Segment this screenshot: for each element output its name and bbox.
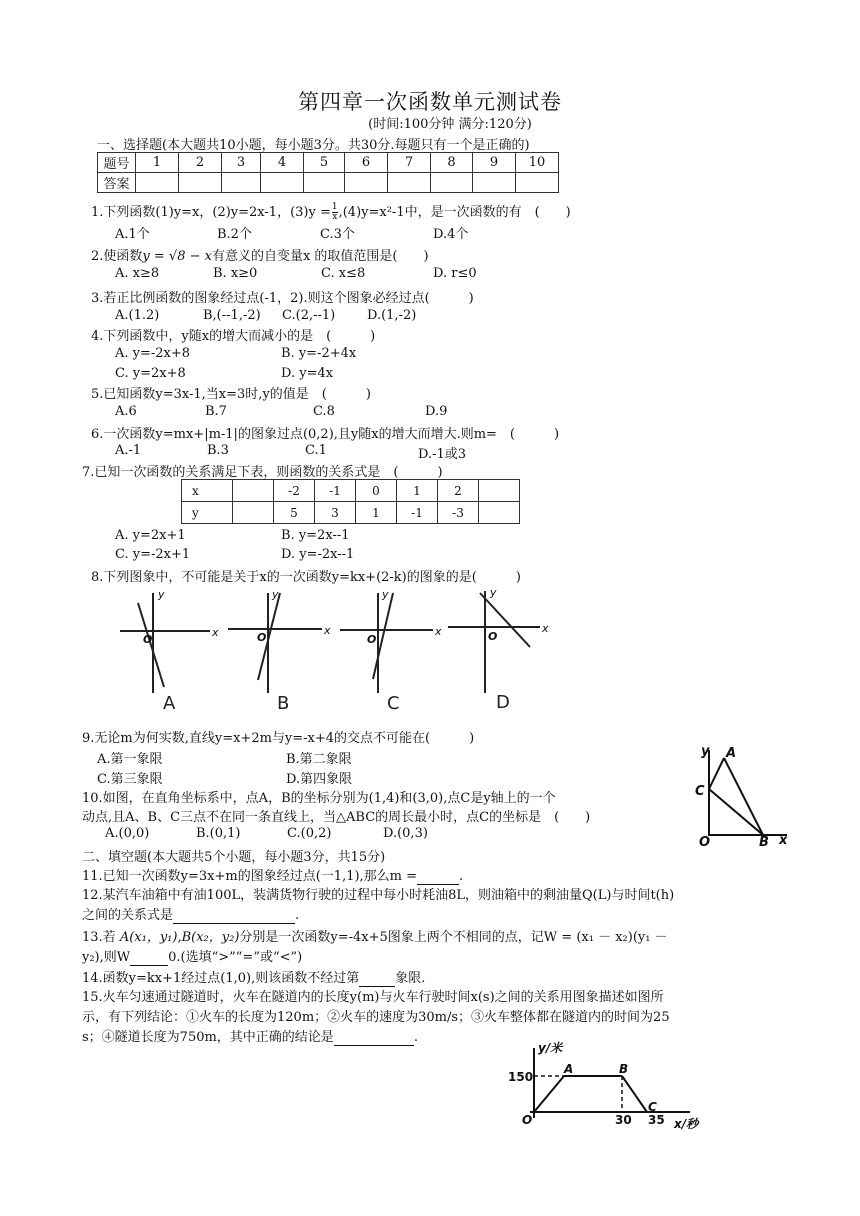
table-cell bbox=[479, 502, 520, 524]
question-text: 之间的关系式是 bbox=[82, 908, 174, 923]
table-cell: 1 bbox=[136, 153, 179, 173]
table-cell: -1 bbox=[315, 480, 356, 502]
q4-option-d[interactable]: D. y=4x bbox=[281, 366, 334, 381]
table-cell bbox=[479, 480, 520, 502]
axis-label-x: x bbox=[324, 624, 331, 637]
question-text: 分别是一次函数y=-4x+5图象上两个不相同的点，记W = (x₁ － x₂)(y₁ － bbox=[239, 930, 668, 945]
page-title: 第四章一次函数单元测试卷 bbox=[298, 90, 562, 114]
label-a: A bbox=[726, 746, 737, 761]
q5-option-a[interactable]: A.6 bbox=[115, 404, 137, 419]
xy-value-table bbox=[181, 479, 520, 524]
question-10-line-2: 动点,且A、B、C三点不在同一条直线上，当△ABC的周长最小时，点C的坐标是 ( ) bbox=[82, 810, 591, 825]
table-cell: 7 bbox=[388, 153, 431, 173]
q6-option-a[interactable]: A.-1 bbox=[115, 443, 142, 458]
table-cell: 4 bbox=[261, 153, 304, 173]
question-text: 象限. bbox=[395, 971, 426, 986]
question-15-line-1: 15.火车匀速通过隧道时，火车在隧道内的长度y(m)与火车行驶时间x(s)之间的关系用图象描述如图所 bbox=[82, 990, 664, 1005]
q9-option-a[interactable]: A.第一象限 bbox=[97, 752, 163, 767]
question-text: 0.(选填“>”“=”或“<”) bbox=[168, 950, 303, 965]
y-label: y bbox=[182, 502, 233, 524]
answer-cell[interactable] bbox=[261, 173, 304, 193]
answer-cell[interactable] bbox=[431, 173, 473, 193]
origin-label: O bbox=[367, 633, 377, 646]
axis-label-y: y bbox=[158, 588, 165, 601]
y-row bbox=[182, 502, 520, 524]
point-label-a: A bbox=[564, 1062, 574, 1076]
label-b: B bbox=[759, 835, 769, 848]
question-13-line-1 bbox=[82, 926, 668, 945]
graph-a[interactable] bbox=[120, 593, 210, 693]
q9-option-d[interactable]: D.第四象限 bbox=[286, 772, 353, 787]
point-label-b: B bbox=[619, 1062, 629, 1076]
q2-option-d[interactable]: D. r≤0 bbox=[433, 266, 477, 281]
table-head-number: 题号 bbox=[98, 153, 136, 173]
table-head-answer: 答案 bbox=[98, 173, 136, 193]
q10-option-b[interactable]: B.(0,1) bbox=[196, 826, 241, 841]
question-2 bbox=[91, 245, 429, 264]
question-11: 11.已知一次函数y=3x+m的图象经过点(一1,1),那么m = . bbox=[82, 869, 464, 884]
segment-cb bbox=[709, 789, 763, 835]
answer-cell[interactable] bbox=[516, 173, 559, 193]
q6-option-c[interactable]: C.1 bbox=[305, 443, 327, 458]
section-2-heading: 二、填空题(本大题共5个小题，每小题3分，共15分) bbox=[82, 850, 386, 865]
q10-option-d[interactable]: D.(0,3) bbox=[383, 826, 428, 841]
point-label-c: C bbox=[648, 1100, 657, 1114]
q7-option-b[interactable]: B. y=2x--1 bbox=[281, 528, 350, 543]
question-12-line-1: 12.某汽车油箱中有油100L，装满货物行驶的过程中每小时耗油8L，则油箱中的剩油量Q(L)与时间t(h) bbox=[82, 888, 675, 903]
q2-option-c[interactable]: C. x≤8 bbox=[321, 266, 366, 281]
graph-b[interactable] bbox=[228, 593, 322, 693]
table-cell: -3 bbox=[438, 502, 479, 524]
question-7: 7.已知一次函数的关系满足下表，则函数的关系式是 ( ) bbox=[82, 465, 443, 480]
question-text: 有意义的自变量x 的取值范围是( ) bbox=[211, 249, 429, 264]
q2-option-a[interactable]: A. x≥8 bbox=[115, 266, 160, 281]
graph-label-a: A bbox=[163, 693, 176, 714]
point-b: ,B(x₂，y₂) bbox=[177, 930, 240, 945]
segment-ac bbox=[709, 758, 724, 789]
answer-cell[interactable] bbox=[304, 173, 345, 193]
table-cell: 3 bbox=[222, 153, 261, 173]
q3-option-a[interactable]: A.(1.2) bbox=[115, 308, 160, 323]
question-9: 9.无论m为何实数,直线y=x+2m与y=-x+4的交点不可能在( ) bbox=[82, 731, 475, 746]
tick-label-30: 30 bbox=[615, 1113, 632, 1127]
question-14 bbox=[82, 967, 425, 987]
question-text: 1.下列函数(1)y=x，(2)y=2x-1，(3)y = bbox=[91, 205, 331, 220]
question-text: ,(4)y=x²-1中，是一次函数的有 ( ) bbox=[338, 205, 571, 220]
question-13-line-2 bbox=[82, 946, 302, 966]
q3-option-d[interactable]: D.(1,-2) bbox=[367, 308, 417, 323]
tick-label-35: 35 bbox=[648, 1113, 665, 1127]
graph-label-c: C bbox=[387, 693, 400, 714]
answer-table-answer-row bbox=[98, 173, 559, 193]
table-cell: 6 bbox=[345, 153, 388, 173]
question-text: 13.若 bbox=[82, 930, 116, 945]
q5-option-c[interactable]: C.8 bbox=[313, 404, 335, 419]
answer-cell[interactable] bbox=[136, 173, 179, 193]
question-text: 14.函数y=kx+1经过点(1,0),则该函数不经过第 bbox=[82, 971, 360, 986]
table-cell: 5 bbox=[274, 502, 315, 524]
question-12-line-2: 之间的关系式是 . bbox=[82, 908, 300, 923]
q9-option-c[interactable]: C.第三象限 bbox=[97, 772, 163, 787]
axis-label-y: y bbox=[382, 588, 389, 601]
question-text: 11.已知一次函数y=3x+m的图象经过点(一1,1),那么m = bbox=[82, 869, 418, 884]
origin-label: O bbox=[522, 1113, 533, 1127]
axis-label-y: y/米 bbox=[538, 1041, 563, 1055]
answer-cell[interactable] bbox=[179, 173, 222, 193]
q4-option-a[interactable]: A. y=-2x+8 bbox=[115, 346, 191, 361]
q3-option-c[interactable]: C.(2,--1) bbox=[282, 308, 336, 323]
table-cell: 9 bbox=[473, 153, 516, 173]
answer-blank[interactable] bbox=[334, 1030, 414, 1046]
table-cell: 2 bbox=[179, 153, 222, 173]
answer-cell[interactable] bbox=[222, 173, 261, 193]
fraction bbox=[332, 203, 338, 222]
question-text: y₂),则W bbox=[82, 950, 131, 965]
origin-label: O bbox=[257, 631, 267, 644]
q4-option-c[interactable]: C. y=2x+8 bbox=[115, 366, 186, 381]
q7-option-d[interactable]: D. y=-2x--1 bbox=[281, 547, 355, 562]
q4-option-b[interactable]: B. y=-2+4x bbox=[281, 346, 357, 361]
origin-label: O bbox=[488, 630, 498, 643]
q1-option-a[interactable]: A.1个 bbox=[115, 227, 150, 242]
table-cell: 10 bbox=[516, 153, 559, 173]
question-8: 8.下列图象中，不可能是关于x的一次函数y=kx+(2-k)的图象的是( ) bbox=[91, 570, 521, 585]
q2-option-b[interactable]: B. x≥0 bbox=[213, 266, 258, 281]
section-1-heading: 一、选择题(本大题共10小题，每小题3分。共30分.每题只有一个是正确的) bbox=[97, 138, 530, 153]
answer-blank[interactable] bbox=[417, 869, 459, 885]
q7-option-a[interactable]: A. y=2x+1 bbox=[115, 528, 186, 543]
table-cell: -1 bbox=[397, 502, 438, 524]
answer-blank[interactable] bbox=[359, 971, 395, 987]
axis-label-x: x bbox=[212, 626, 219, 639]
axis-label-y: y bbox=[272, 588, 279, 601]
formula: y = √8 − x bbox=[142, 249, 212, 264]
q5-option-d[interactable]: D.9 bbox=[425, 404, 448, 419]
label-y: y bbox=[701, 744, 710, 759]
q8-graphs bbox=[110, 585, 560, 715]
q1-option-b[interactable]: B.2个 bbox=[217, 227, 252, 242]
q5-option-b[interactable]: B.7 bbox=[205, 404, 227, 419]
question-1 bbox=[91, 201, 571, 222]
answer-table bbox=[97, 152, 559, 193]
fraction-denominator: x bbox=[332, 212, 338, 222]
question-10-line-1: 10.如图，在直角坐标系中，点A，B的坐标分别为(1,4)和(3,0),点C是y轴上的一个 bbox=[82, 791, 556, 806]
table-cell: 1 bbox=[356, 502, 397, 524]
question-15-line-3: s；④隧道长度为750m，其中正确的结论是 . bbox=[82, 1030, 418, 1045]
answer-cell[interactable] bbox=[345, 173, 388, 193]
table-cell bbox=[233, 480, 274, 502]
tick-label-150: 150 bbox=[508, 1070, 534, 1084]
q1-option-c[interactable]: C.3个 bbox=[320, 227, 355, 242]
axis-label-x: x/秒 bbox=[674, 1117, 699, 1131]
answer-table-number-row bbox=[98, 153, 559, 173]
q10-option-c[interactable]: C.(0,2) bbox=[287, 826, 332, 841]
question-5: 5.已知函数y=3x-1,当x=3时,y的值是 ( ) bbox=[91, 387, 371, 402]
answer-cell[interactable] bbox=[473, 173, 516, 193]
q7-option-c[interactable]: C. y=-2x+1 bbox=[115, 547, 191, 562]
x-row bbox=[182, 480, 520, 502]
question-4: 4.下列函数中，y随x的增大而减小的是 ( ) bbox=[91, 329, 376, 344]
q1-option-d[interactable]: D.4个 bbox=[433, 227, 469, 242]
question-text: s；④隧道长度为750m，其中正确的结论是 bbox=[82, 1030, 334, 1045]
answer-blank[interactable] bbox=[173, 908, 295, 924]
answer-blank[interactable] bbox=[130, 950, 168, 966]
label-c: C bbox=[695, 784, 705, 799]
table-cell: 1 bbox=[397, 480, 438, 502]
label-o: O bbox=[699, 835, 711, 848]
q3-option-b[interactable]: B,(--1,-2) bbox=[203, 308, 261, 323]
graph-label-d: D bbox=[496, 692, 510, 713]
segment-oa bbox=[534, 1076, 564, 1112]
segment-ab bbox=[724, 758, 763, 835]
table-cell: 3 bbox=[315, 502, 356, 524]
origin-label: O bbox=[143, 633, 153, 646]
axis-label-x: x bbox=[542, 622, 549, 635]
page-subtitle: (时间:100分钟 满分:120分) bbox=[368, 117, 532, 132]
table-cell: 5 bbox=[304, 153, 345, 173]
q10-figure bbox=[695, 738, 795, 848]
table-cell: 0 bbox=[356, 480, 397, 502]
graph-label-b: B bbox=[277, 693, 290, 714]
fraction-numerator: 1 bbox=[331, 202, 338, 212]
x-label: x bbox=[182, 480, 233, 502]
segment-bc bbox=[622, 1076, 647, 1112]
q6-option-b[interactable]: B.3 bbox=[207, 443, 229, 458]
question-3: 3.若正比例函数的图象经过点(-1，2).则这个图象必经过点( ) bbox=[91, 291, 474, 306]
table-cell: 2 bbox=[438, 480, 479, 502]
answer-cell[interactable] bbox=[388, 173, 431, 193]
table-cell: -2 bbox=[274, 480, 315, 502]
q10-option-a[interactable]: A.(0,0) bbox=[105, 826, 150, 841]
question-6: 6.一次函数y=mx+|m-1|的图象过点(0,2),且y随x的增大而增大.则m= ( ) bbox=[91, 427, 560, 442]
axis-label-x: x bbox=[435, 625, 442, 638]
q15-figure bbox=[502, 1040, 702, 1135]
q6-option-d[interactable]: D.-1或3 bbox=[418, 447, 467, 462]
table-cell bbox=[233, 502, 274, 524]
point-a: A(x₁，y₁) bbox=[119, 930, 178, 945]
question-15-line-2: 示，有下列结论：①火车的长度为120m；②火车的速度为30m/s；③火车整体都在隧道内的时间为25 bbox=[82, 1010, 670, 1025]
q9-option-b[interactable]: B.第二象限 bbox=[286, 752, 352, 767]
label-x: x bbox=[779, 833, 788, 848]
axis-label-y: y bbox=[490, 586, 497, 599]
question-text: 2.使函数 bbox=[91, 249, 143, 264]
graph-c[interactable] bbox=[340, 593, 433, 693]
table-cell: 8 bbox=[431, 153, 473, 173]
